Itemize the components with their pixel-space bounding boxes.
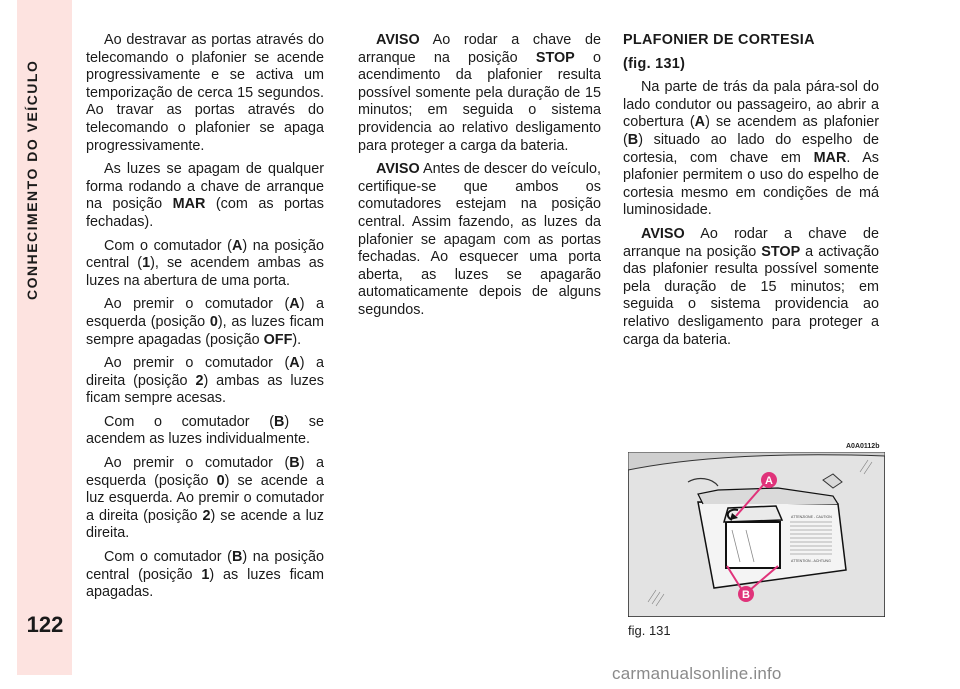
- column-1: [86, 32, 324, 608]
- callout-a-label: A: [765, 475, 773, 487]
- column-2: [358, 32, 601, 326]
- warning-label-top: ATTENZIONE - CAUTION: [791, 515, 832, 519]
- warning-label-bottom: ATTENTION - ACHTUNG: [791, 559, 831, 563]
- section-title: CONHECIMENTO DO VEÍCULO: [24, 59, 40, 300]
- paragraph: Ao destravar as portas através do telecomando o plafonier se acende progressivamente e se activa um temporização de cerca 15 segundos. Ao travar as portas através do telecomando o plafonier se apaga progressivamente.: [86, 32, 324, 154]
- paragraph: Ao premir o comutador (A) a esquerda (posição 0), as luzes ficam sempre apagadas (posição OFF).: [86, 296, 325, 348]
- sun-visor-illustration: [628, 452, 885, 617]
- notice-paragraph: AVISO Ao rodar a chave de arranque na posição STOP o acendimento da plafonier resulta possível somente pela duração de 15 minutos; em seguida o sistema providencia ao relativo desligamento para proteger a carga da bateria.: [358, 32, 601, 154]
- callout-b-label: B: [742, 589, 750, 601]
- paragraph: As luzes se apagam de qualquer forma rodando a chave de arranque na posição MAR (com as portas fechadas).: [86, 161, 325, 230]
- paragraph: Com o comutador (B) na posição central (posição 1) as luzes ficam apagadas.: [86, 549, 324, 601]
- paragraph: Ao premir o comutador (A) a direita (posição 2) ambas as luzes ficam sempre acesas.: [86, 355, 325, 407]
- notice-paragraph: AVISO Ao rodar a chave de arranque na posição STOP a activação das plafonier resulta possível somente pela duração de 15 minutos; em seguida o sistema providencia ao relativo desligamento para proteger a carga da bateria.: [623, 225, 879, 348]
- watermark: carmanualsonline.info: [612, 664, 782, 683]
- page-number: 122: [26, 612, 64, 637]
- paragraph: Com o comutador (A) na posição central (1), se acendem ambas as luzes na abertura de uma porta.: [86, 237, 325, 289]
- column-3: [623, 32, 879, 355]
- paragraph: Na parte de trás da pala pára-sol do lado condutor ou passageiro, ao abrir a cobertura (A) se acendem as plafonier (B) situado ao lado do espelho de cortesia, com chave em MAR. As plafonier permitem o uso do espelho de cortesia mesmo em condições de má luminosidade.: [623, 79, 879, 219]
- figure-sun-visor: [628, 452, 885, 617]
- notice-paragraph: AVISO Antes de descer do veículo, certifique-se que ambos os comutadores estejam na posição central. Assim fazendo, as luzes da plafonier se apagam com as portas fechadas. Ao esquecer uma porta aberta, as luzes se apagarão automaticamente depois de alguns segundos.: [358, 161, 601, 318]
- section-heading: PLAFONIER DE CORTESIA: [623, 32, 815, 48]
- section-heading-ref: (fig. 131): [623, 55, 686, 72]
- figure-caption: fig. 131: [628, 623, 671, 638]
- paragraph: Ao premir o comutador (B) a esquerda (posição 0) se acende a luz esquerda. Ao premir o comutador a direita (posição 2) se acende a luz direita.: [86, 455, 325, 542]
- figure-code: A0A0112b: [846, 443, 880, 450]
- paragraph: Com o comutador (B) se acendem as luzes individualmente.: [86, 413, 324, 448]
